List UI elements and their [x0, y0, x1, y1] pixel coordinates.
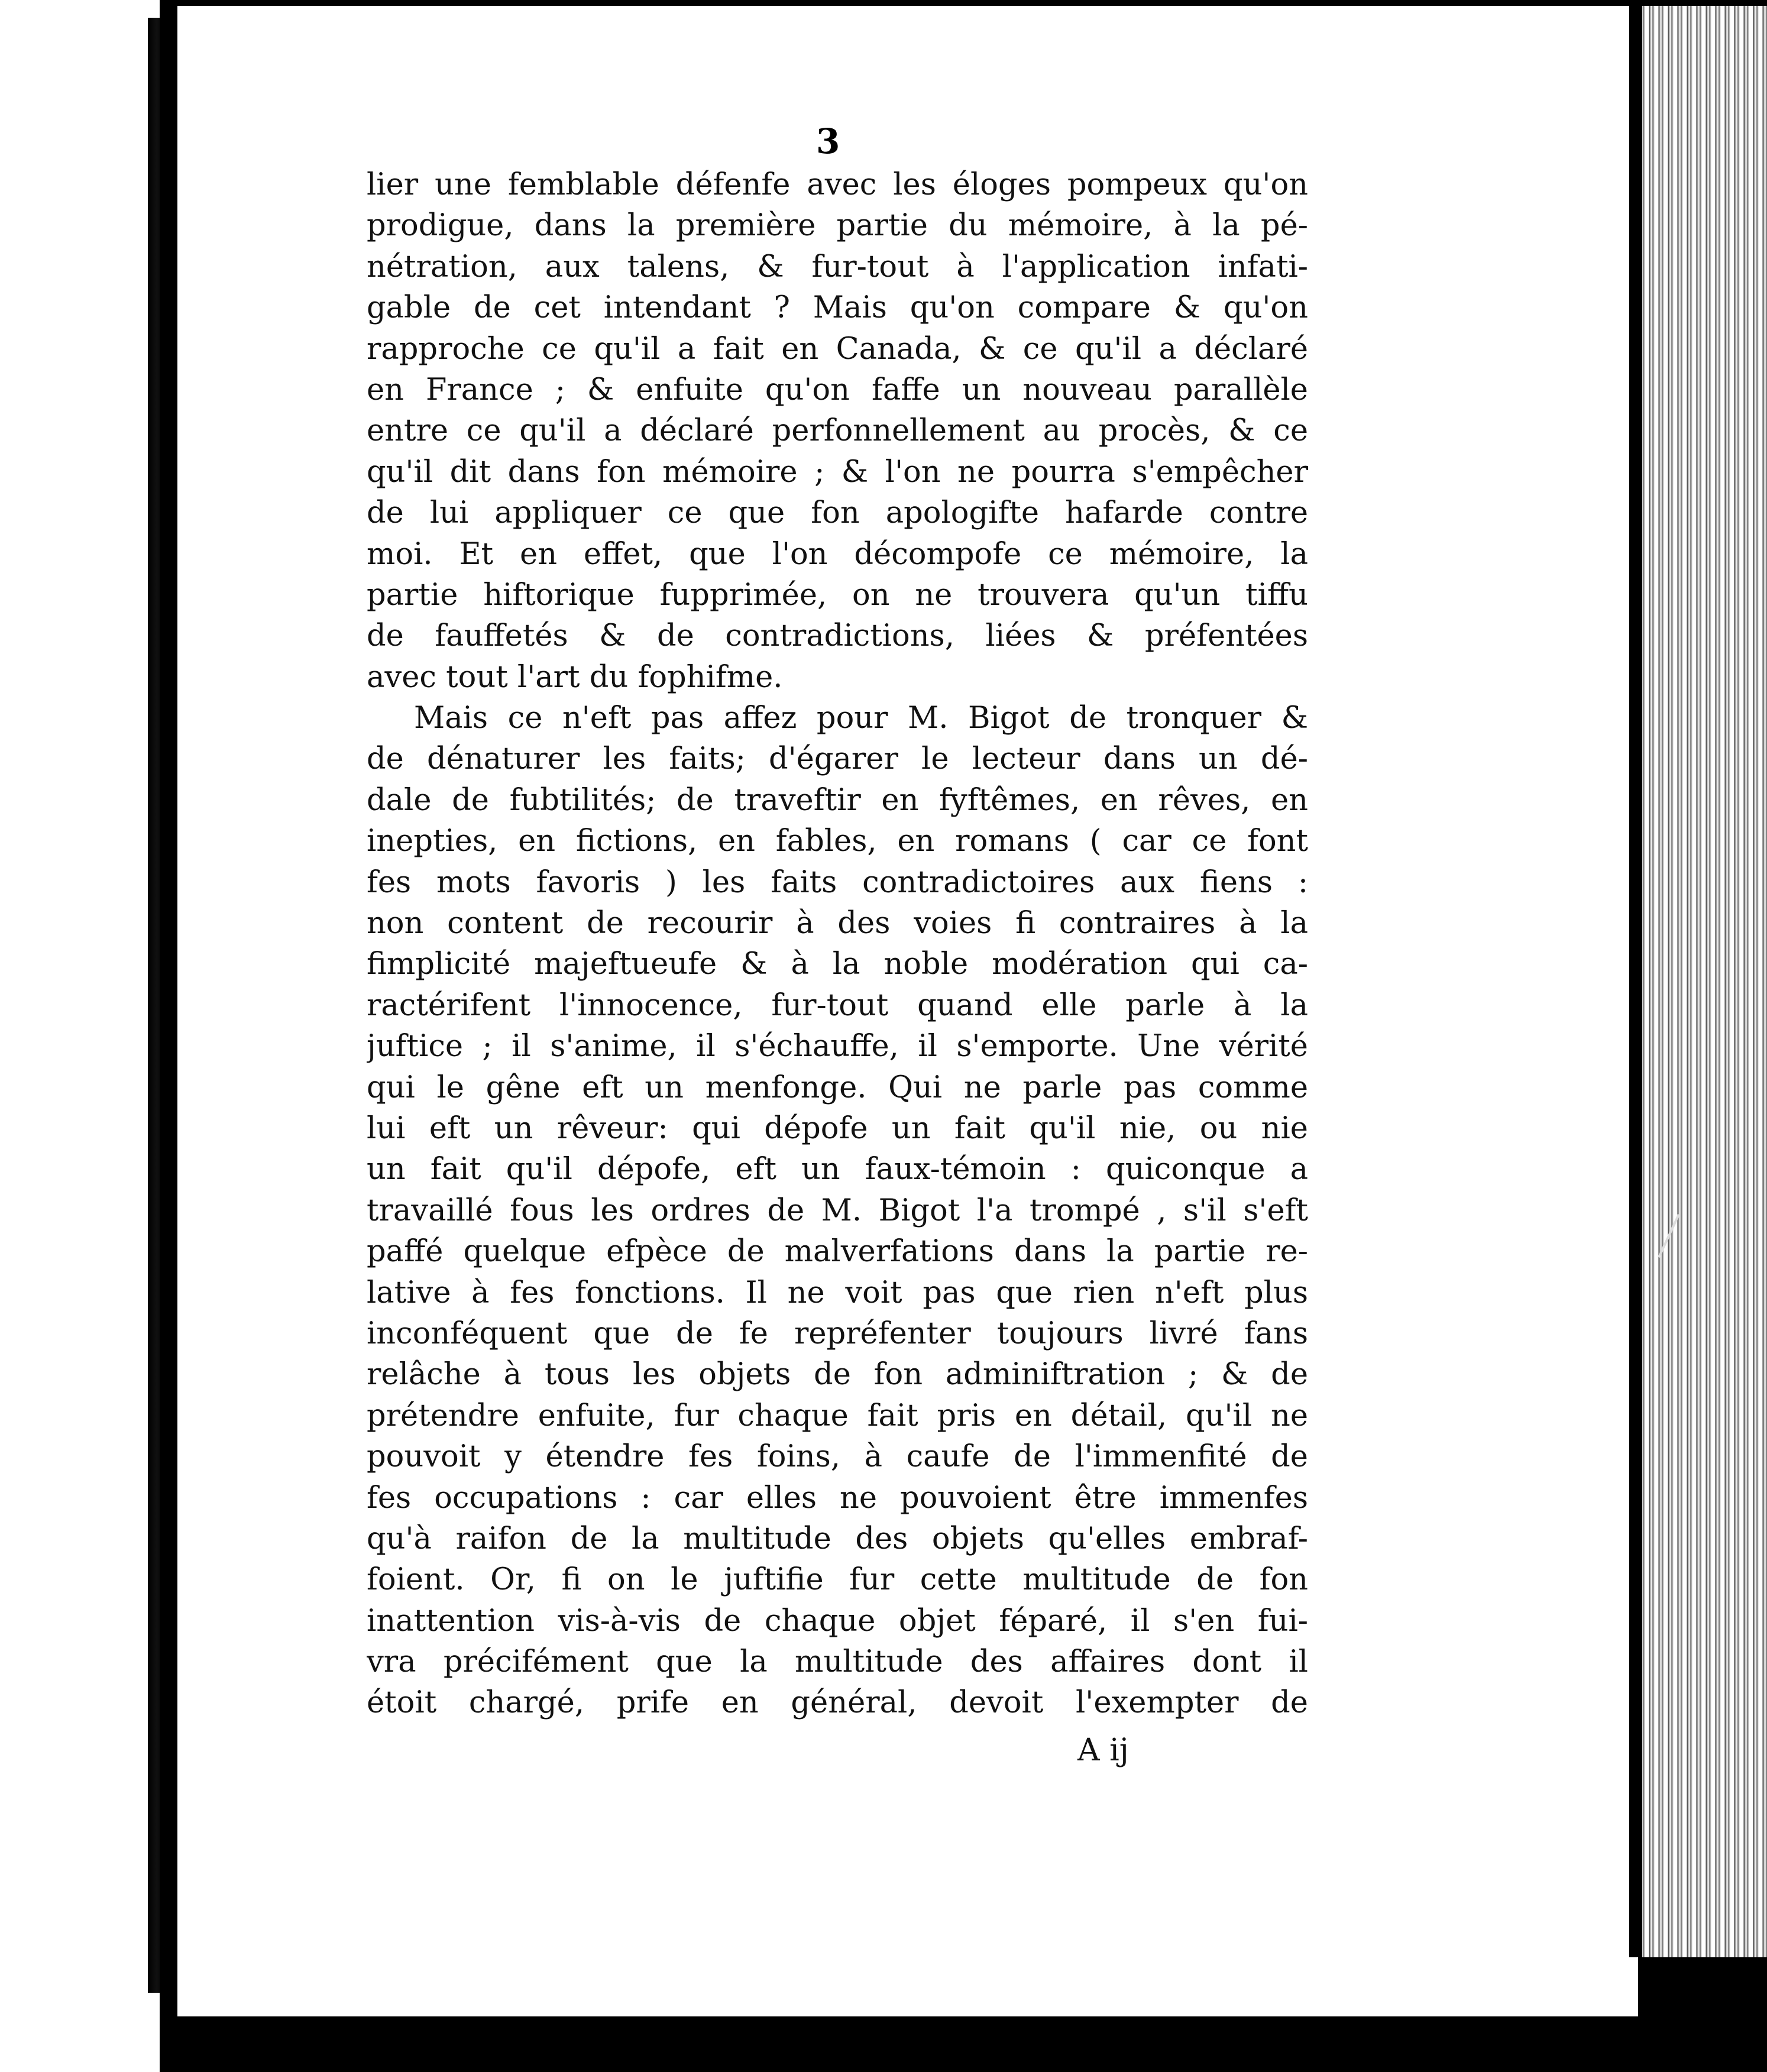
- text-line: inepties, en fictions, en fables, en romans ( car ce font: [367, 824, 1308, 859]
- page-edge-shadow: [1629, 6, 1642, 1957]
- text-line: de fauffetés & de contradictions, liées & préfentées: [367, 619, 1308, 654]
- text-line: lui eft un rêveur: qui dépofe un fait qu'il nie, ou nie: [367, 1111, 1308, 1146]
- text-line: qu'à raifon de la multitude des objets qu'elles embraf-: [367, 1521, 1308, 1556]
- text-line: dale de fubtilités; de traveftir en fyftêmes, en rêves, en: [367, 782, 1308, 818]
- text-line: de lui appliquer ce que fon apologifte hafarde contre: [367, 496, 1308, 531]
- text-line: un fait qu'il dépofe, eft un faux-témoin : quiconque a: [367, 1152, 1308, 1187]
- text-line: foient. Or, fi on le juftifie fur cette multitude de fon: [367, 1562, 1308, 1598]
- text-line: fimplicité majeftueufe & à la noble modération qui ca-: [367, 947, 1308, 982]
- text-line: fes mots favoris ) les faits contradictoires aux fiens :: [367, 865, 1308, 900]
- signature-mark: A ij: [1077, 1733, 1129, 1768]
- text-line: pouvoit y étendre fes foins, à caufe de l'immenfité de: [367, 1439, 1308, 1475]
- text-line: lative à fes fonctions. Il ne voit pas que rien n'eft plus: [367, 1275, 1308, 1310]
- text-line: avec tout l'art du fophifme.: [367, 659, 783, 695]
- body-text: [367, 164, 1308, 1724]
- text-line: nétration, aux talens, & fur-tout à l'application infati-: [367, 249, 1308, 284]
- text-line: fes occupations : car elles ne pouvoient être immenfes: [367, 1480, 1308, 1516]
- facing-page-edge: [0, 0, 160, 2072]
- text-line: travaillé fous les ordres de M. Bigot l'a trompé , s'il s'eft: [367, 1193, 1308, 1228]
- text-line: inconféquent que de fe repréfenter toujours livré fans: [367, 1316, 1308, 1351]
- text-line: non content de recourir à des voies fi contraires à la: [367, 906, 1308, 941]
- text-line: paffé quelque efpèce de malverfations dans la partie re-: [367, 1234, 1308, 1270]
- text-line: qu'il dit dans fon mémoire ; & l'on ne pourra s'empêcher: [367, 454, 1308, 490]
- text-line: entre ce qu'il a déclaré perfonnellement au procès, & ce: [367, 413, 1308, 449]
- text-line: qui le gêne eft un menfonge. Qui ne parle pas comme: [367, 1070, 1308, 1105]
- text-line: inattention vis-à-vis de chaque objet féparé, il s'en fui-: [367, 1603, 1308, 1639]
- text-line: gable de cet intendant ? Mais qu'on compare & qu'on: [367, 290, 1308, 326]
- text-line: vra précifément que la multitude des affaires dont il: [367, 1644, 1308, 1680]
- text-line: ractérifent l'innocence, fur-tout quand elle parle à la: [367, 988, 1308, 1023]
- text-line: relâche à tous les objets de fon adminiftration ; & de: [367, 1357, 1308, 1393]
- text-line: prodigue, dans la première partie du mémoire, à la pé-: [367, 208, 1308, 244]
- text-line: Mais ce n'eft pas affez pour M. Bigot de tronquer &: [414, 701, 1308, 736]
- text-line: en France ; & enfuite qu'on faffe un nouveau parallèle: [367, 372, 1308, 407]
- page-number: 3: [816, 121, 840, 161]
- text-line: moi. Et en effet, que l'on décompofe ce mémoire, la: [367, 536, 1308, 572]
- text-line: lier une femblable défenfe avec les éloges pompeux qu'on: [367, 167, 1308, 202]
- text-line: rapproche ce qu'il a fait en Canada, & ce qu'il a déclaré: [367, 331, 1308, 367]
- text-line: prétendre enfuite, fur chaque fait pris en détail, qu'il ne: [367, 1398, 1308, 1433]
- text-line: étoit chargé, prife en général, devoit l'exempter de: [367, 1685, 1308, 1721]
- text-line: de dénaturer les faits; d'égarer le lecteur dans un dé-: [367, 742, 1308, 777]
- text-line: partie hiftorique fupprimée, on ne trouvera qu'un tiffu: [367, 577, 1308, 613]
- text-line: juftice ; il s'anime, il s'échauffe, il s'emporte. Une vérité: [367, 1029, 1308, 1064]
- page-stack-edges: [1626, 6, 1767, 1957]
